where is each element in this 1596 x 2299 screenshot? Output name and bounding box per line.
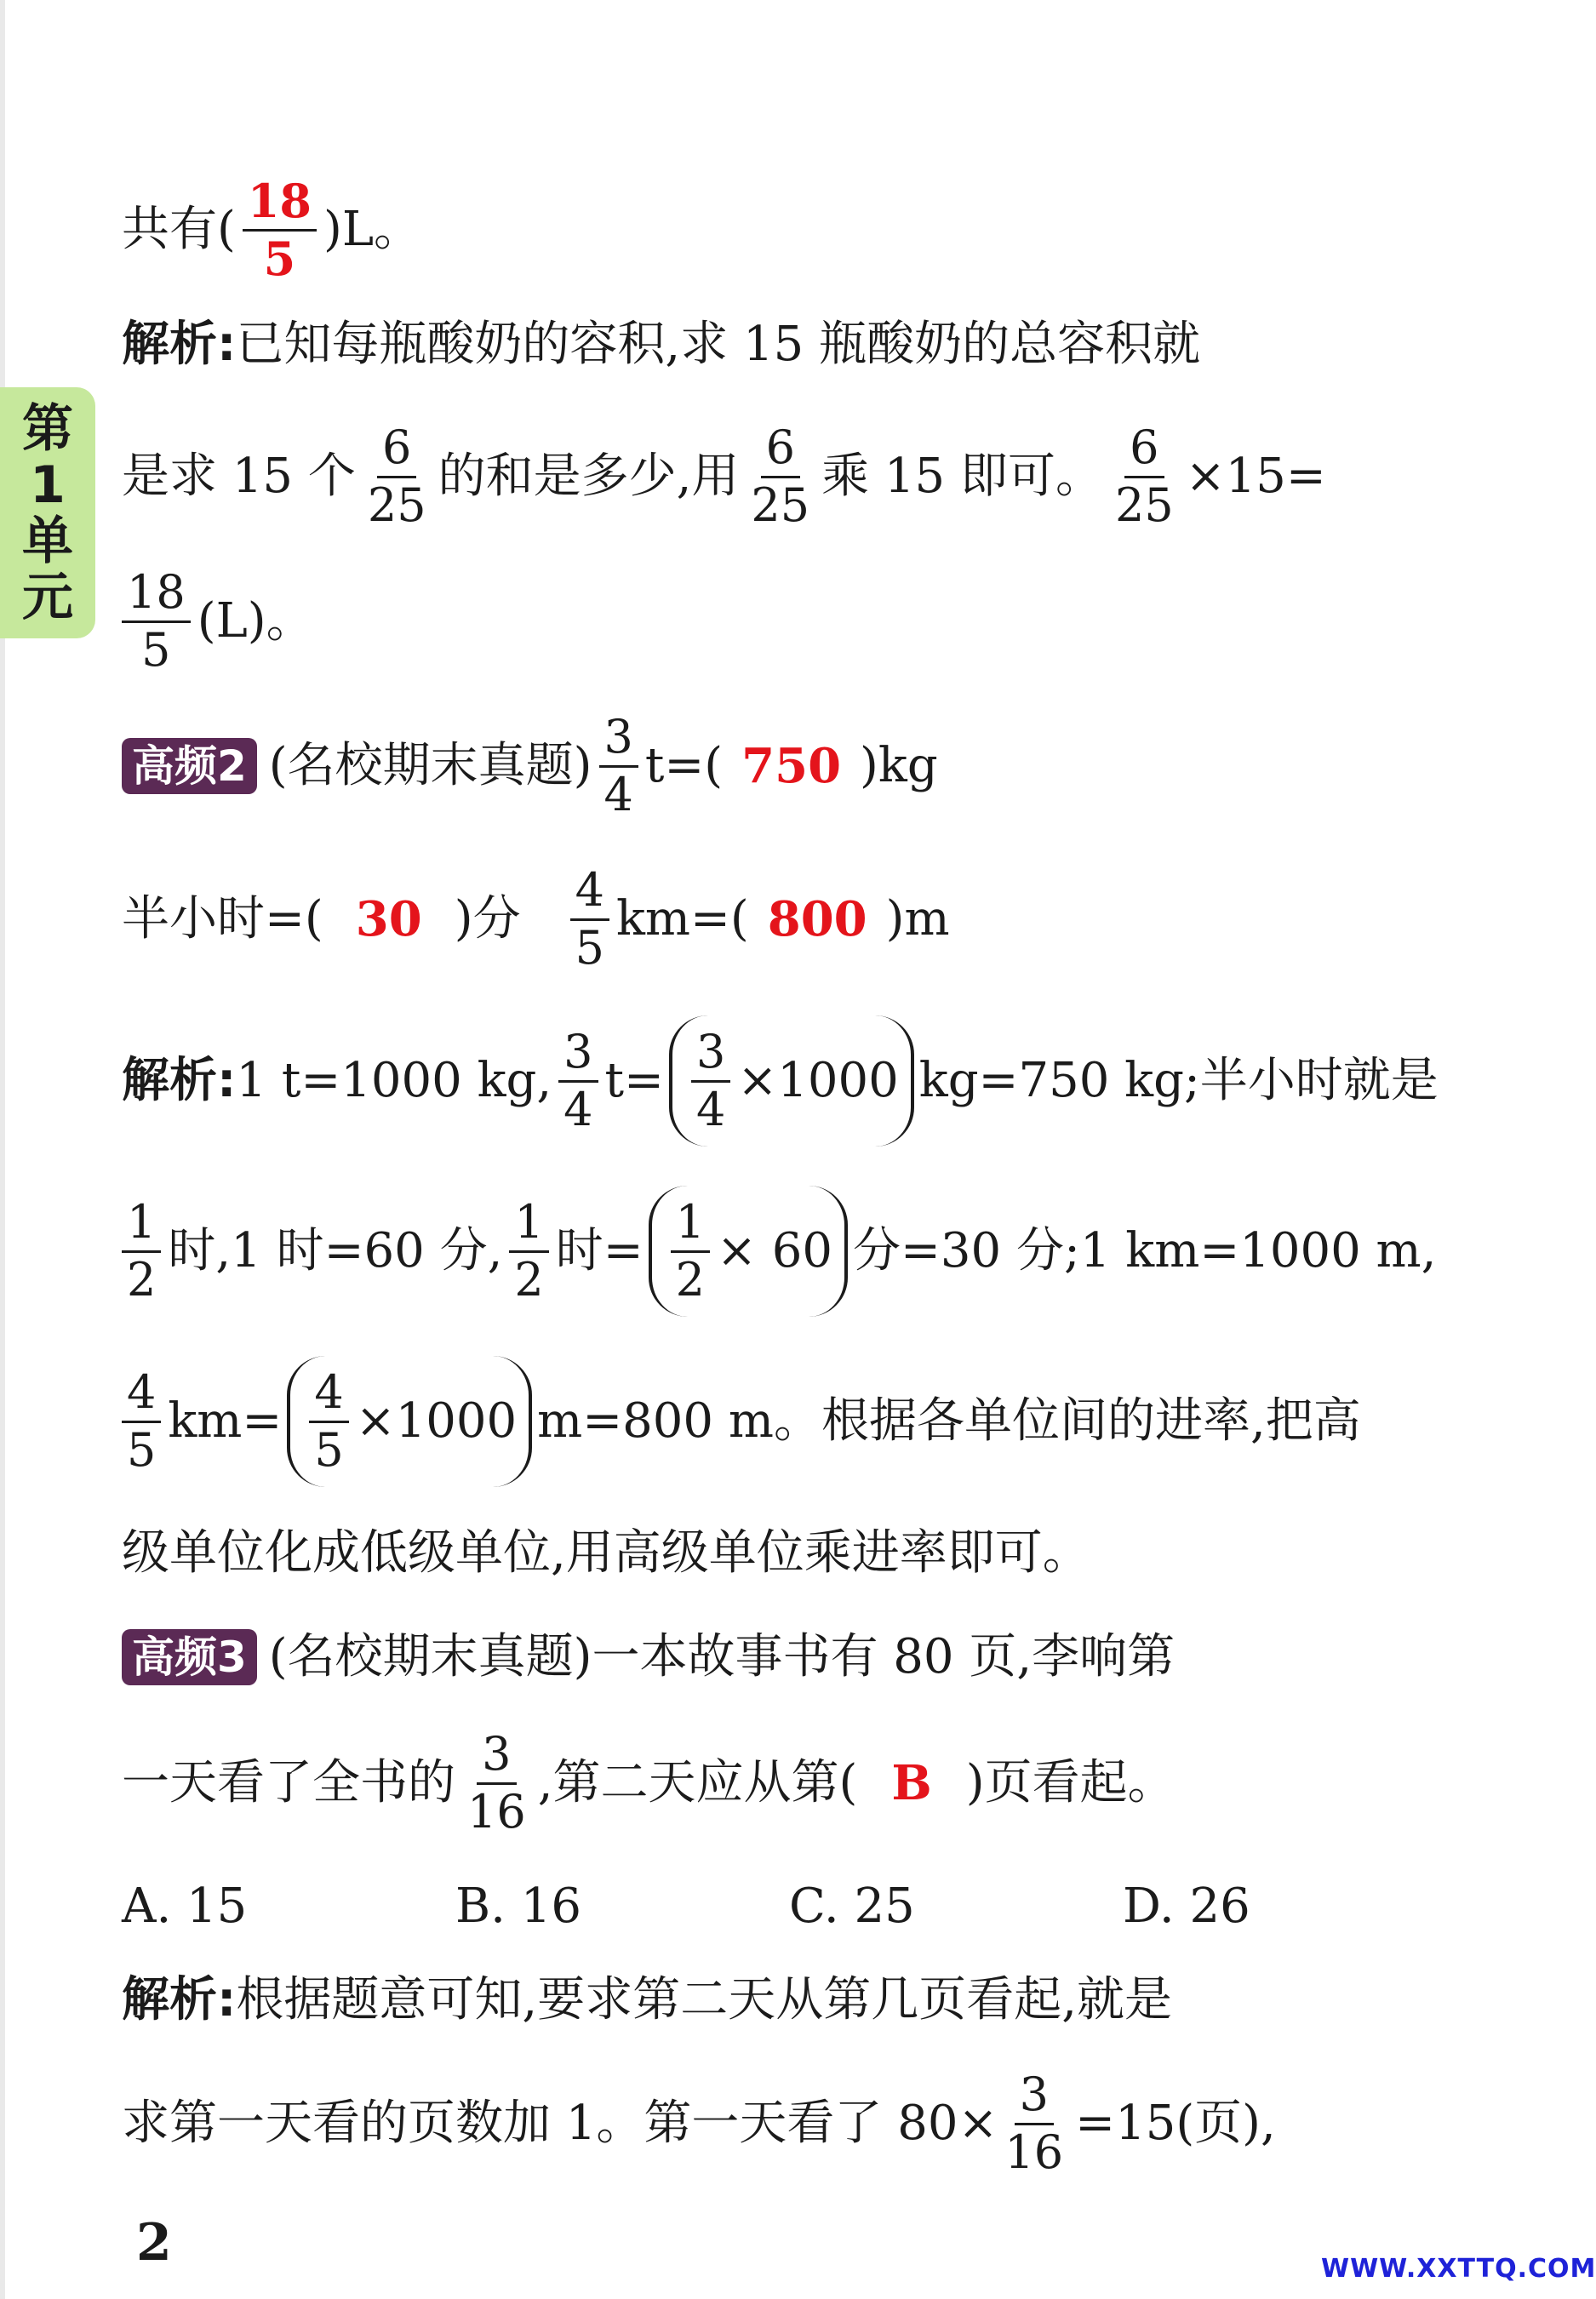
analysis2-line1 bbox=[122, 1017, 1439, 1145]
analysis2-l2-frac3 bbox=[671, 1194, 710, 1307]
q2-line2 bbox=[122, 864, 1381, 975]
frac-num: 6 bbox=[761, 424, 800, 478]
analysis2-text3b: ×1000 bbox=[355, 1393, 518, 1449]
analysis3-frac bbox=[999, 2067, 1068, 2179]
analysis1-line3 bbox=[122, 566, 1381, 677]
side-tab-char-3: 单 bbox=[22, 511, 73, 571]
frac-den: 2 bbox=[675, 1252, 706, 1307]
q1-answer-den: 5 bbox=[263, 231, 296, 286]
q2-text2c: km=( bbox=[615, 891, 749, 946]
analysis1-frac4 bbox=[122, 564, 191, 677]
frac-num: 4 bbox=[122, 1369, 161, 1423]
analysis2-l3-frac1 bbox=[122, 1364, 161, 1477]
analysis1-text2b: 的和是多少,用 bbox=[438, 449, 740, 504]
q2-frac bbox=[599, 709, 638, 821]
q3-text1: 一本故事书有 80 页,李响第 bbox=[592, 1629, 1176, 1684]
q3-option-c: C. 25 bbox=[789, 1879, 915, 1934]
analysis2-text2c: × 60 bbox=[717, 1223, 832, 1278]
frac-den: 25 bbox=[1114, 478, 1174, 532]
q2-text2a: 半小时=( bbox=[122, 891, 323, 946]
analysis1-colon: : bbox=[217, 317, 237, 372]
frac-num: 18 bbox=[122, 569, 191, 623]
analysis1-line1 bbox=[122, 315, 1381, 375]
analysis2-line2 bbox=[122, 1187, 1437, 1315]
q1-answer-line bbox=[122, 173, 1381, 286]
analysis1-frac1 bbox=[363, 420, 432, 532]
frac-num: 6 bbox=[377, 424, 416, 478]
q2-line1 bbox=[122, 711, 1381, 821]
analysis1-text2a: 是求 15 个 bbox=[122, 449, 356, 504]
analysis1-frac2 bbox=[746, 420, 815, 532]
side-tab-char-4: 元 bbox=[22, 567, 73, 627]
analysis2-text1a: 1 t=1000 kg, bbox=[236, 1053, 552, 1108]
q1-suffix: )L。 bbox=[323, 202, 422, 257]
frac-den: 4 bbox=[695, 1082, 726, 1136]
analysis2-l2-paren bbox=[649, 1186, 848, 1317]
page-edge bbox=[0, 0, 5, 2299]
analysis1-frac3 bbox=[1110, 420, 1179, 532]
q3-source: (名校期末真题) bbox=[268, 1629, 592, 1684]
analysis2-line4 bbox=[122, 1524, 1381, 1583]
q3-line1 bbox=[122, 1623, 1381, 1691]
frac-den: 5 bbox=[575, 920, 604, 975]
q2-answer2: 30 bbox=[355, 891, 422, 947]
q1-prefix: 共有( bbox=[122, 202, 236, 257]
frac-num: 6 bbox=[1124, 424, 1164, 478]
analysis3-colon: : bbox=[217, 1972, 237, 2027]
analysis3-text1: 根据题意可知,要求第二天从第几页看起,就是 bbox=[236, 1972, 1173, 2027]
analysis3-line1 bbox=[122, 1970, 1381, 2030]
analysis2-text3c: m=800 m。根据各单位间的进率,把高 bbox=[537, 1393, 1361, 1449]
analysis2-text3a: km= bbox=[168, 1393, 283, 1449]
analysis2-text1d: kg=750 kg;半小时就是 bbox=[918, 1053, 1439, 1108]
frac-den: 25 bbox=[367, 478, 426, 532]
analysis2-colon: : bbox=[217, 1053, 237, 1108]
analysis1-text2c: 乘 15 即可。 bbox=[821, 449, 1103, 504]
analysis2-l1-frac2 bbox=[691, 1024, 730, 1136]
frac-den: 2 bbox=[127, 1252, 157, 1307]
analysis3-text2a: 求第一天看的页数加 1。第一天看了 80× bbox=[122, 2096, 998, 2151]
analysis2-l2-frac2 bbox=[509, 1194, 548, 1307]
q2-source: (名校期末真题) bbox=[268, 738, 592, 793]
q3-option-a: A. 15 bbox=[122, 1879, 248, 1934]
site-watermark: WWW.XXTTQ.COM bbox=[1321, 2254, 1596, 2284]
frac-den: 2 bbox=[514, 1252, 544, 1307]
q1-answer-fraction bbox=[243, 173, 317, 286]
q2-frac2 bbox=[570, 862, 609, 975]
q3-options bbox=[122, 1877, 1381, 1936]
frac-num: 1 bbox=[509, 1198, 548, 1253]
analysis2-text2d: 分=30 分;1 km=1000 m, bbox=[853, 1223, 1437, 1278]
q3-text2c: )页看起。 bbox=[965, 1755, 1176, 1810]
q2-answer1: 750 bbox=[741, 738, 842, 794]
q3-text2b: ,第二天应从第( bbox=[537, 1755, 858, 1810]
analysis1-text1: 已知每瓶酸奶的容积,求 15 瓶酸奶的总容积就 bbox=[236, 317, 1201, 372]
frac-den: 5 bbox=[314, 1422, 344, 1477]
analysis2-line3 bbox=[122, 1358, 1381, 1485]
q3-answer: B bbox=[891, 1755, 932, 1811]
q2-answer3: 800 bbox=[767, 891, 867, 947]
q2-text2b: )分 bbox=[454, 891, 521, 946]
q3-option-b: B. 16 bbox=[455, 1879, 582, 1934]
analysis2-l3-paren bbox=[287, 1356, 532, 1487]
analysis2-l3-frac2 bbox=[309, 1364, 348, 1477]
frac-num: 3 bbox=[599, 713, 638, 768]
analysis2-text1c: ×1000 bbox=[737, 1053, 899, 1108]
frac-num: 4 bbox=[570, 866, 609, 921]
analysis2-text4: 级单位化成低级单位,用高级单位乘进率即可。 bbox=[122, 1525, 1090, 1581]
q3-badge: 高频3 bbox=[122, 1629, 257, 1685]
frac-den: 5 bbox=[127, 1422, 157, 1477]
analysis1-line2 bbox=[122, 421, 1381, 532]
frac-den: 4 bbox=[563, 1082, 593, 1136]
page-number: 2 bbox=[136, 2213, 172, 2273]
frac-num: 1 bbox=[122, 1198, 161, 1253]
analysis1-text3: (L)。 bbox=[197, 593, 314, 649]
analysis3-line2 bbox=[122, 2068, 1381, 2179]
analysis3-label: 解析 bbox=[122, 1972, 217, 2027]
q2-text1b: )kg bbox=[860, 738, 938, 793]
analysis2-l1-paren bbox=[669, 1015, 914, 1147]
q3-option-d: D. 26 bbox=[1123, 1879, 1250, 1934]
q3-text2a: 一天看了全书的 bbox=[122, 1755, 455, 1810]
frac-num: 3 bbox=[558, 1028, 598, 1083]
frac-den: 16 bbox=[1004, 2125, 1064, 2179]
analysis2-text1b: t= bbox=[604, 1053, 664, 1108]
frac-num: 3 bbox=[691, 1028, 730, 1083]
analysis2-l1-frac1 bbox=[558, 1024, 598, 1136]
analysis2-label: 解析 bbox=[122, 1053, 217, 1108]
analysis3-text2b: =15(页), bbox=[1075, 2096, 1276, 2151]
q3-line2 bbox=[122, 1728, 1381, 1839]
side-tab-char-2: 1 bbox=[30, 455, 66, 515]
analysis2-l2-frac1 bbox=[122, 1194, 161, 1307]
frac-den: 4 bbox=[604, 767, 633, 821]
q2-badge: 高频2 bbox=[122, 738, 257, 794]
analysis1-text2d: ×15= bbox=[1185, 449, 1326, 504]
q2-text1a: t=( bbox=[644, 738, 724, 793]
analysis2-text2b: 时= bbox=[555, 1223, 644, 1278]
analysis2-text2a: 时,1 时=60 分, bbox=[168, 1223, 503, 1278]
analysis1-label: 解析 bbox=[122, 317, 217, 372]
frac-num: 3 bbox=[1015, 2071, 1054, 2125]
frac-den: 5 bbox=[141, 622, 171, 677]
frac-num: 1 bbox=[671, 1198, 710, 1253]
frac-num: 4 bbox=[309, 1369, 348, 1423]
side-tab-char-1: 第 bbox=[22, 398, 73, 459]
frac-num: 3 bbox=[477, 1730, 516, 1785]
q3-frac bbox=[462, 1726, 531, 1839]
frac-den: 25 bbox=[751, 478, 810, 532]
q2-text2d: )m bbox=[885, 891, 950, 946]
frac-den: 16 bbox=[467, 1784, 526, 1839]
q1-answer-num: 18 bbox=[243, 177, 317, 232]
unit-side-tab bbox=[0, 387, 95, 638]
